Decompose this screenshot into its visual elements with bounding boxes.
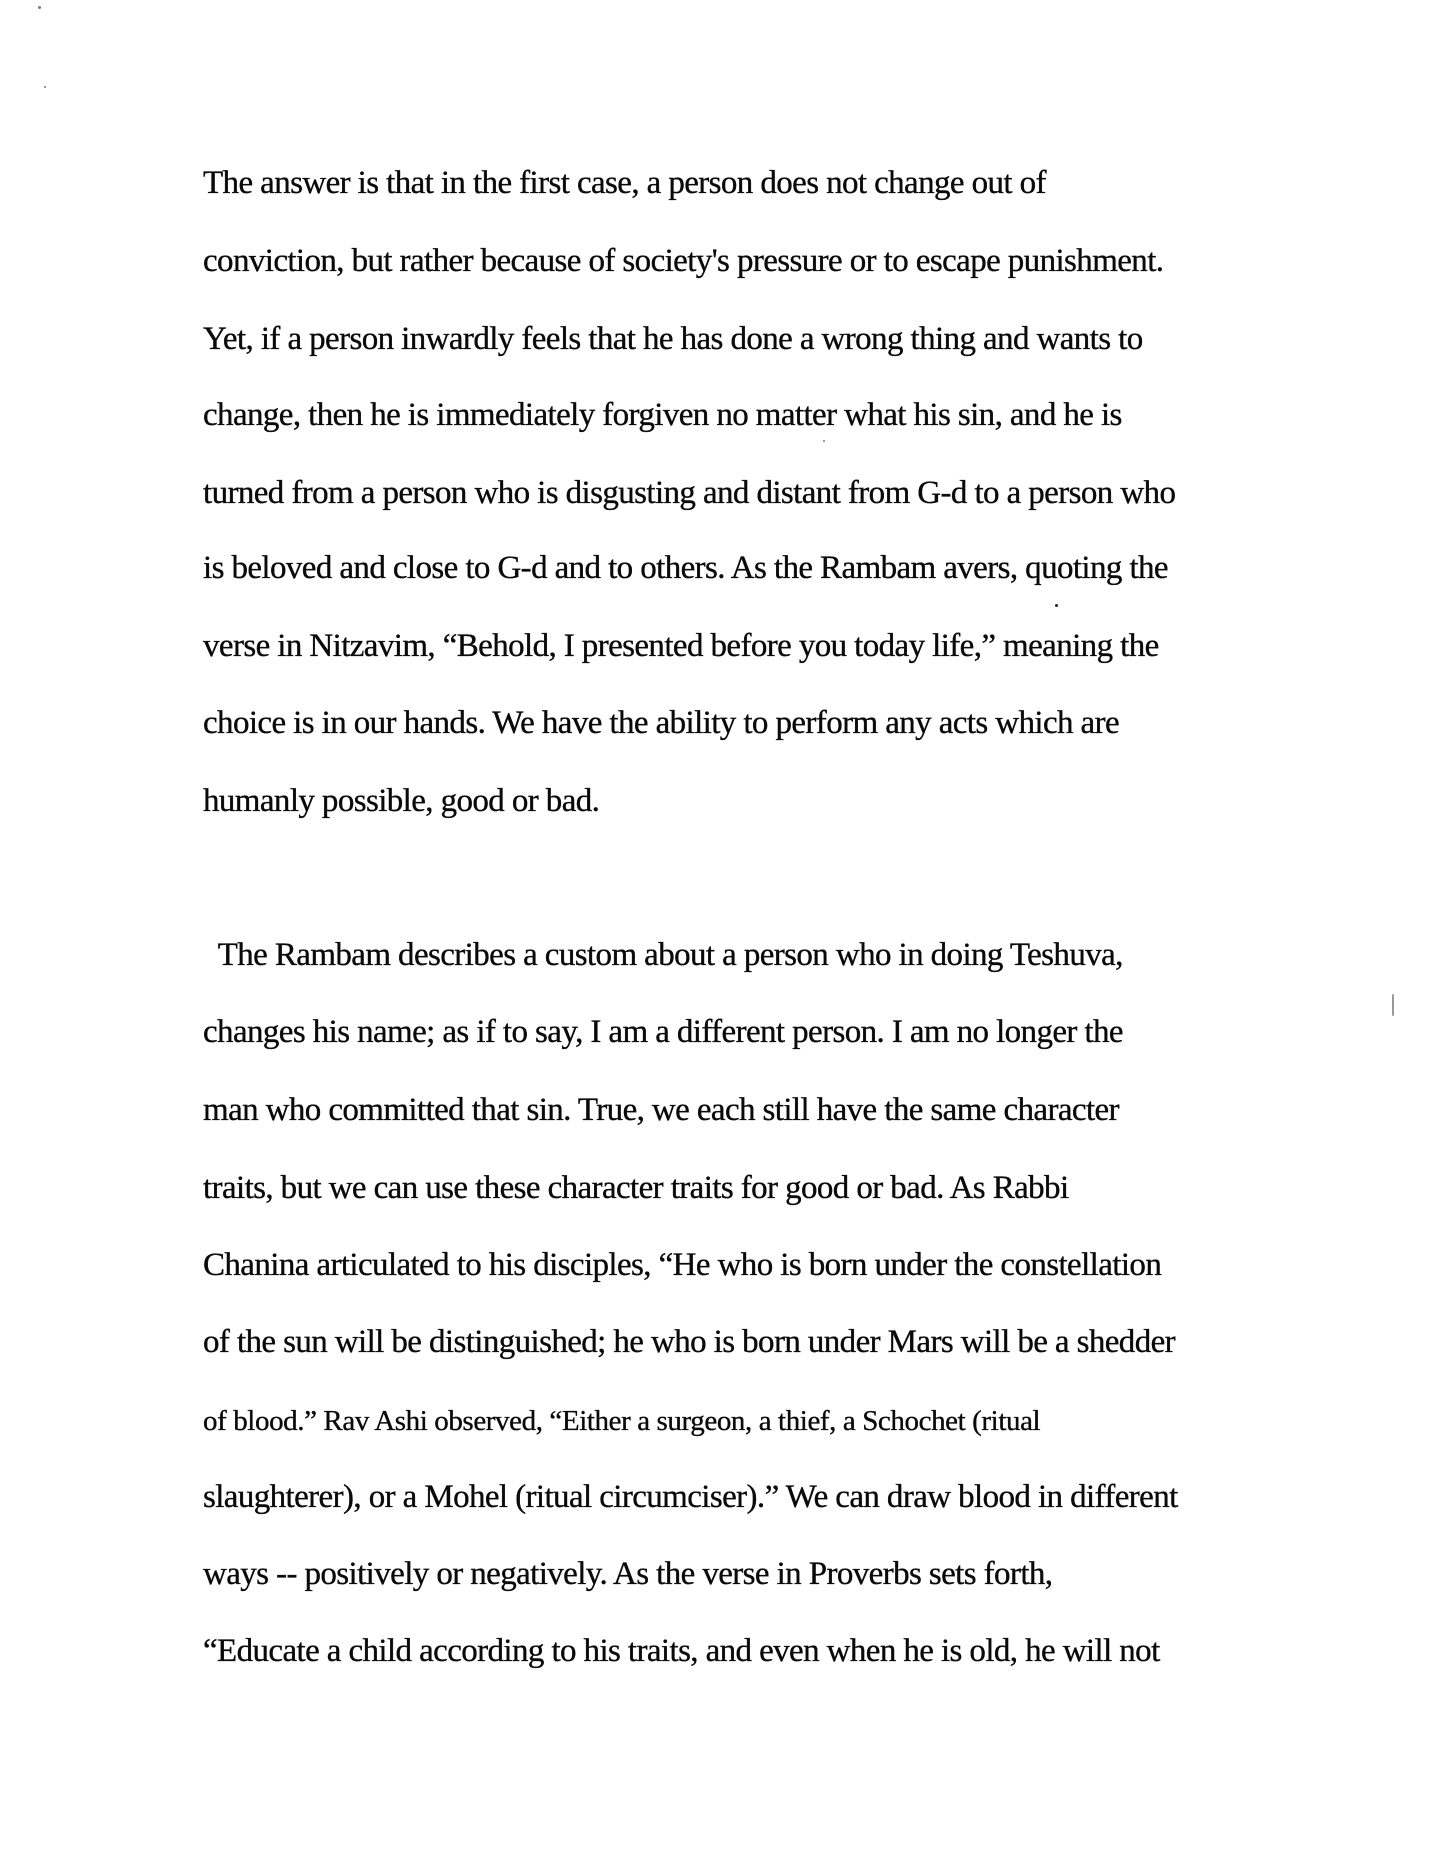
scan-speck [823, 440, 825, 442]
paragraph-2-line-3: man who committed that sin. True, we each still have the same character [203, 1092, 1119, 1128]
paragraph-1-line-5: turned from a person who is disgusting and distant from G-d to a person who [203, 475, 1176, 511]
scan-speck [38, 6, 41, 9]
paragraph-2-line-2: changes his name; as if to say, I am a different person. I am no longer the [203, 1014, 1123, 1050]
scan-speck [44, 86, 46, 88]
paragraph-1-line-3: Yet, if a person inwardly feels that he has done a wrong thing and wants to [203, 321, 1143, 357]
scan-speck [1392, 994, 1394, 1016]
paragraph-2-line-5: Chanina articulated to his disciples, “He who is born under the constellation [203, 1247, 1162, 1283]
scan-speck [1055, 604, 1058, 607]
paragraph-2-line-8: slaughterer), or a Mohel (ritual circumciser).” We can draw blood in different [203, 1479, 1178, 1515]
paragraph-2-line-1: The Rambam describes a custom about a person who in doing Teshuva, [203, 937, 1123, 973]
paragraph-2-line-9: ways -- positively or negatively. As the verse in Proverbs sets forth, [203, 1556, 1053, 1592]
paragraph-1-line-8: choice is in our hands. We have the ability to perform any acts which are [203, 705, 1120, 741]
paragraph-2-line-6: of the sun will be distinguished; he who is born under Mars will be a shedder [203, 1324, 1176, 1360]
paragraph-1-line-4: change, then he is immediately forgiven no matter what his sin, and he is [203, 397, 1122, 433]
paragraph-1-line-1: The answer is that in the first case, a person does not change out of [203, 165, 1046, 201]
paragraph-1-line-7: verse in Nitzavim, “Behold, I presented before you today life,” meaning the [203, 628, 1159, 664]
paragraph-2-line-4: traits, but we can use these character traits for good or bad. As Rabbi [203, 1170, 1069, 1206]
paragraph-1-line-9: humanly possible, good or bad. [203, 783, 600, 819]
paragraph-2-line-10: “Educate a child according to his traits, and even when he is old, he will not [203, 1633, 1160, 1669]
paragraph-1-line-2: conviction, but rather because of society's pressure or to escape punishment. [203, 243, 1164, 279]
paragraph-1-line-6: is beloved and close to G-d and to others. As the Rambam avers, quoting the [203, 550, 1168, 586]
paragraph-2-line-7: of blood.” Rav Ashi observed, “Either a surgeon, a thief, a Schochet (ritual [203, 1405, 1041, 1437]
